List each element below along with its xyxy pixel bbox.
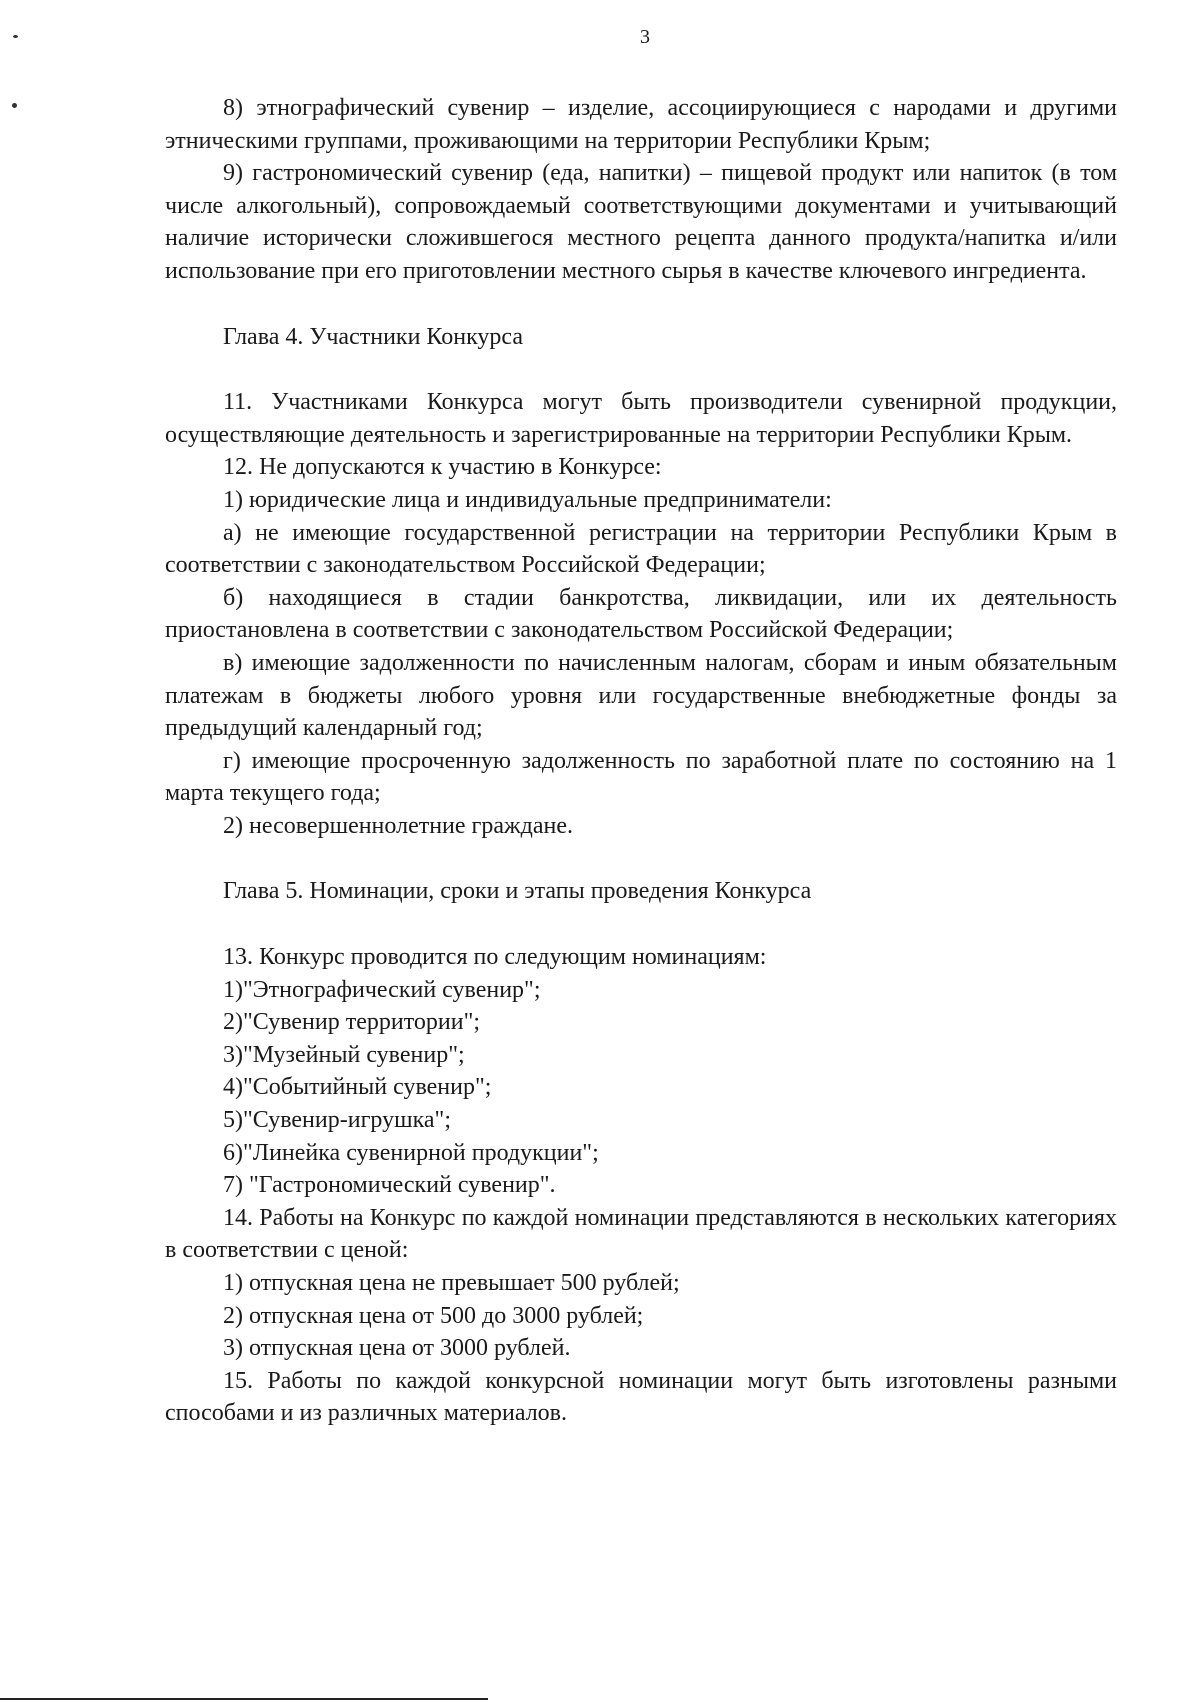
nomination-item: 1)"Этнографический сувенир"; <box>223 976 541 1003</box>
nomination-item: 3)"Музейный сувенир"; <box>223 1041 465 1068</box>
paragraph-15: 15. Работы по каждой конкурсной номинации могут быть изготовлены разными способами и из различных материалов. <box>165 1367 1117 1427</box>
spacer <box>165 353 1117 386</box>
paragraph-12: 12. Не допускаются к участию в Конкурсе: <box>223 454 662 481</box>
paragraph-12-item-1v: в) имеющие задолженности по начисленным налогам, сборам и иным обязательным платежам в бюджеты любого уровня или государственные внебюджетные фонды за предыдущий календарный год; <box>165 649 1117 742</box>
price-category-item: 2) отпускная цена от 500 до 3000 рублей; <box>223 1302 644 1329</box>
chapter-5-heading: Глава 5. Номинации, сроки и этапы проведения Конкурса <box>223 878 812 905</box>
paragraph-12-item-1: 1) юридические лица и индивидуальные предприниматели: <box>223 486 832 513</box>
paragraph-8: 8) этнографический сувенир – изделие, ассоциирующиеся с народами и другими этническими группами, проживающими на территории Республики Крым; <box>165 95 1117 154</box>
price-category-item: 1) отпускная цена не превышает 500 рублей; <box>223 1270 680 1296</box>
paragraph-12-item-2: 2) несовершеннолетние граждане. <box>223 812 573 839</box>
paragraph-12-item-1g: г) имеющие просроченную задолженность по заработной плате по состоянию на 1 марта текущего года; <box>165 747 1117 807</box>
document-body <box>165 92 1117 1430</box>
nomination-item: 6)"Линейка сувенирной продукции"; <box>223 1139 599 1166</box>
nomination-item: 4)"Событийный сувенир"; <box>223 1074 492 1101</box>
footnote-separator-line <box>0 1698 488 1700</box>
paragraph-12-item-1b: б) находящиеся в стадии банкротства, ликвидации, или их деятельность приостановлена в соответствии с законодательством Российской Федерации; <box>165 584 1117 644</box>
paragraph-11: 11. Участниками Конкурса могут быть производители сувенирной продукции, осуществляющие деятельность и зарегистрированные на территории Республики Крым. <box>165 389 1117 448</box>
spacer <box>165 842 1117 875</box>
paragraph-12-item-1a: а) не имеющие государственной регистрации на территории Республики Крым в соответствии с законодательством Российской Федерации; <box>165 519 1117 579</box>
nomination-item: 5)"Сувенир-игрушка"; <box>223 1107 451 1134</box>
nomination-item: 7) "Гастрономический сувенир". <box>223 1172 556 1199</box>
scan-artifact-dot <box>12 103 17 108</box>
nomination-item: 2)"Сувенир территории"; <box>223 1009 481 1036</box>
page-number: 3 <box>640 26 650 48</box>
chapter-4-heading: Глава 4. Участники Конкурса <box>223 323 523 350</box>
paragraph-13: 13. Конкурс проводится по следующим номинациям: <box>223 944 767 971</box>
spacer <box>165 288 1117 321</box>
price-category-item: 3) отпускная цена от 3000 рублей. <box>223 1335 571 1362</box>
paragraph-9: 9) гастрономический сувенир (еда, напитки) – пищевой продукт или напиток (в том числе алкогольный), сопровождаемый соответствующими документами и учитывающий наличие исторически сложившегося местного рецепта данного продукта/напитка и/или использование при его приготовлении местного сырья в качестве ключевого ингредиента. <box>165 160 1117 284</box>
spacer <box>165 908 1117 941</box>
paragraph-14: 14. Работы на Конкурс по каждой номинации представляются в нескольких категориях в соответствии с ценой: <box>165 1204 1117 1264</box>
